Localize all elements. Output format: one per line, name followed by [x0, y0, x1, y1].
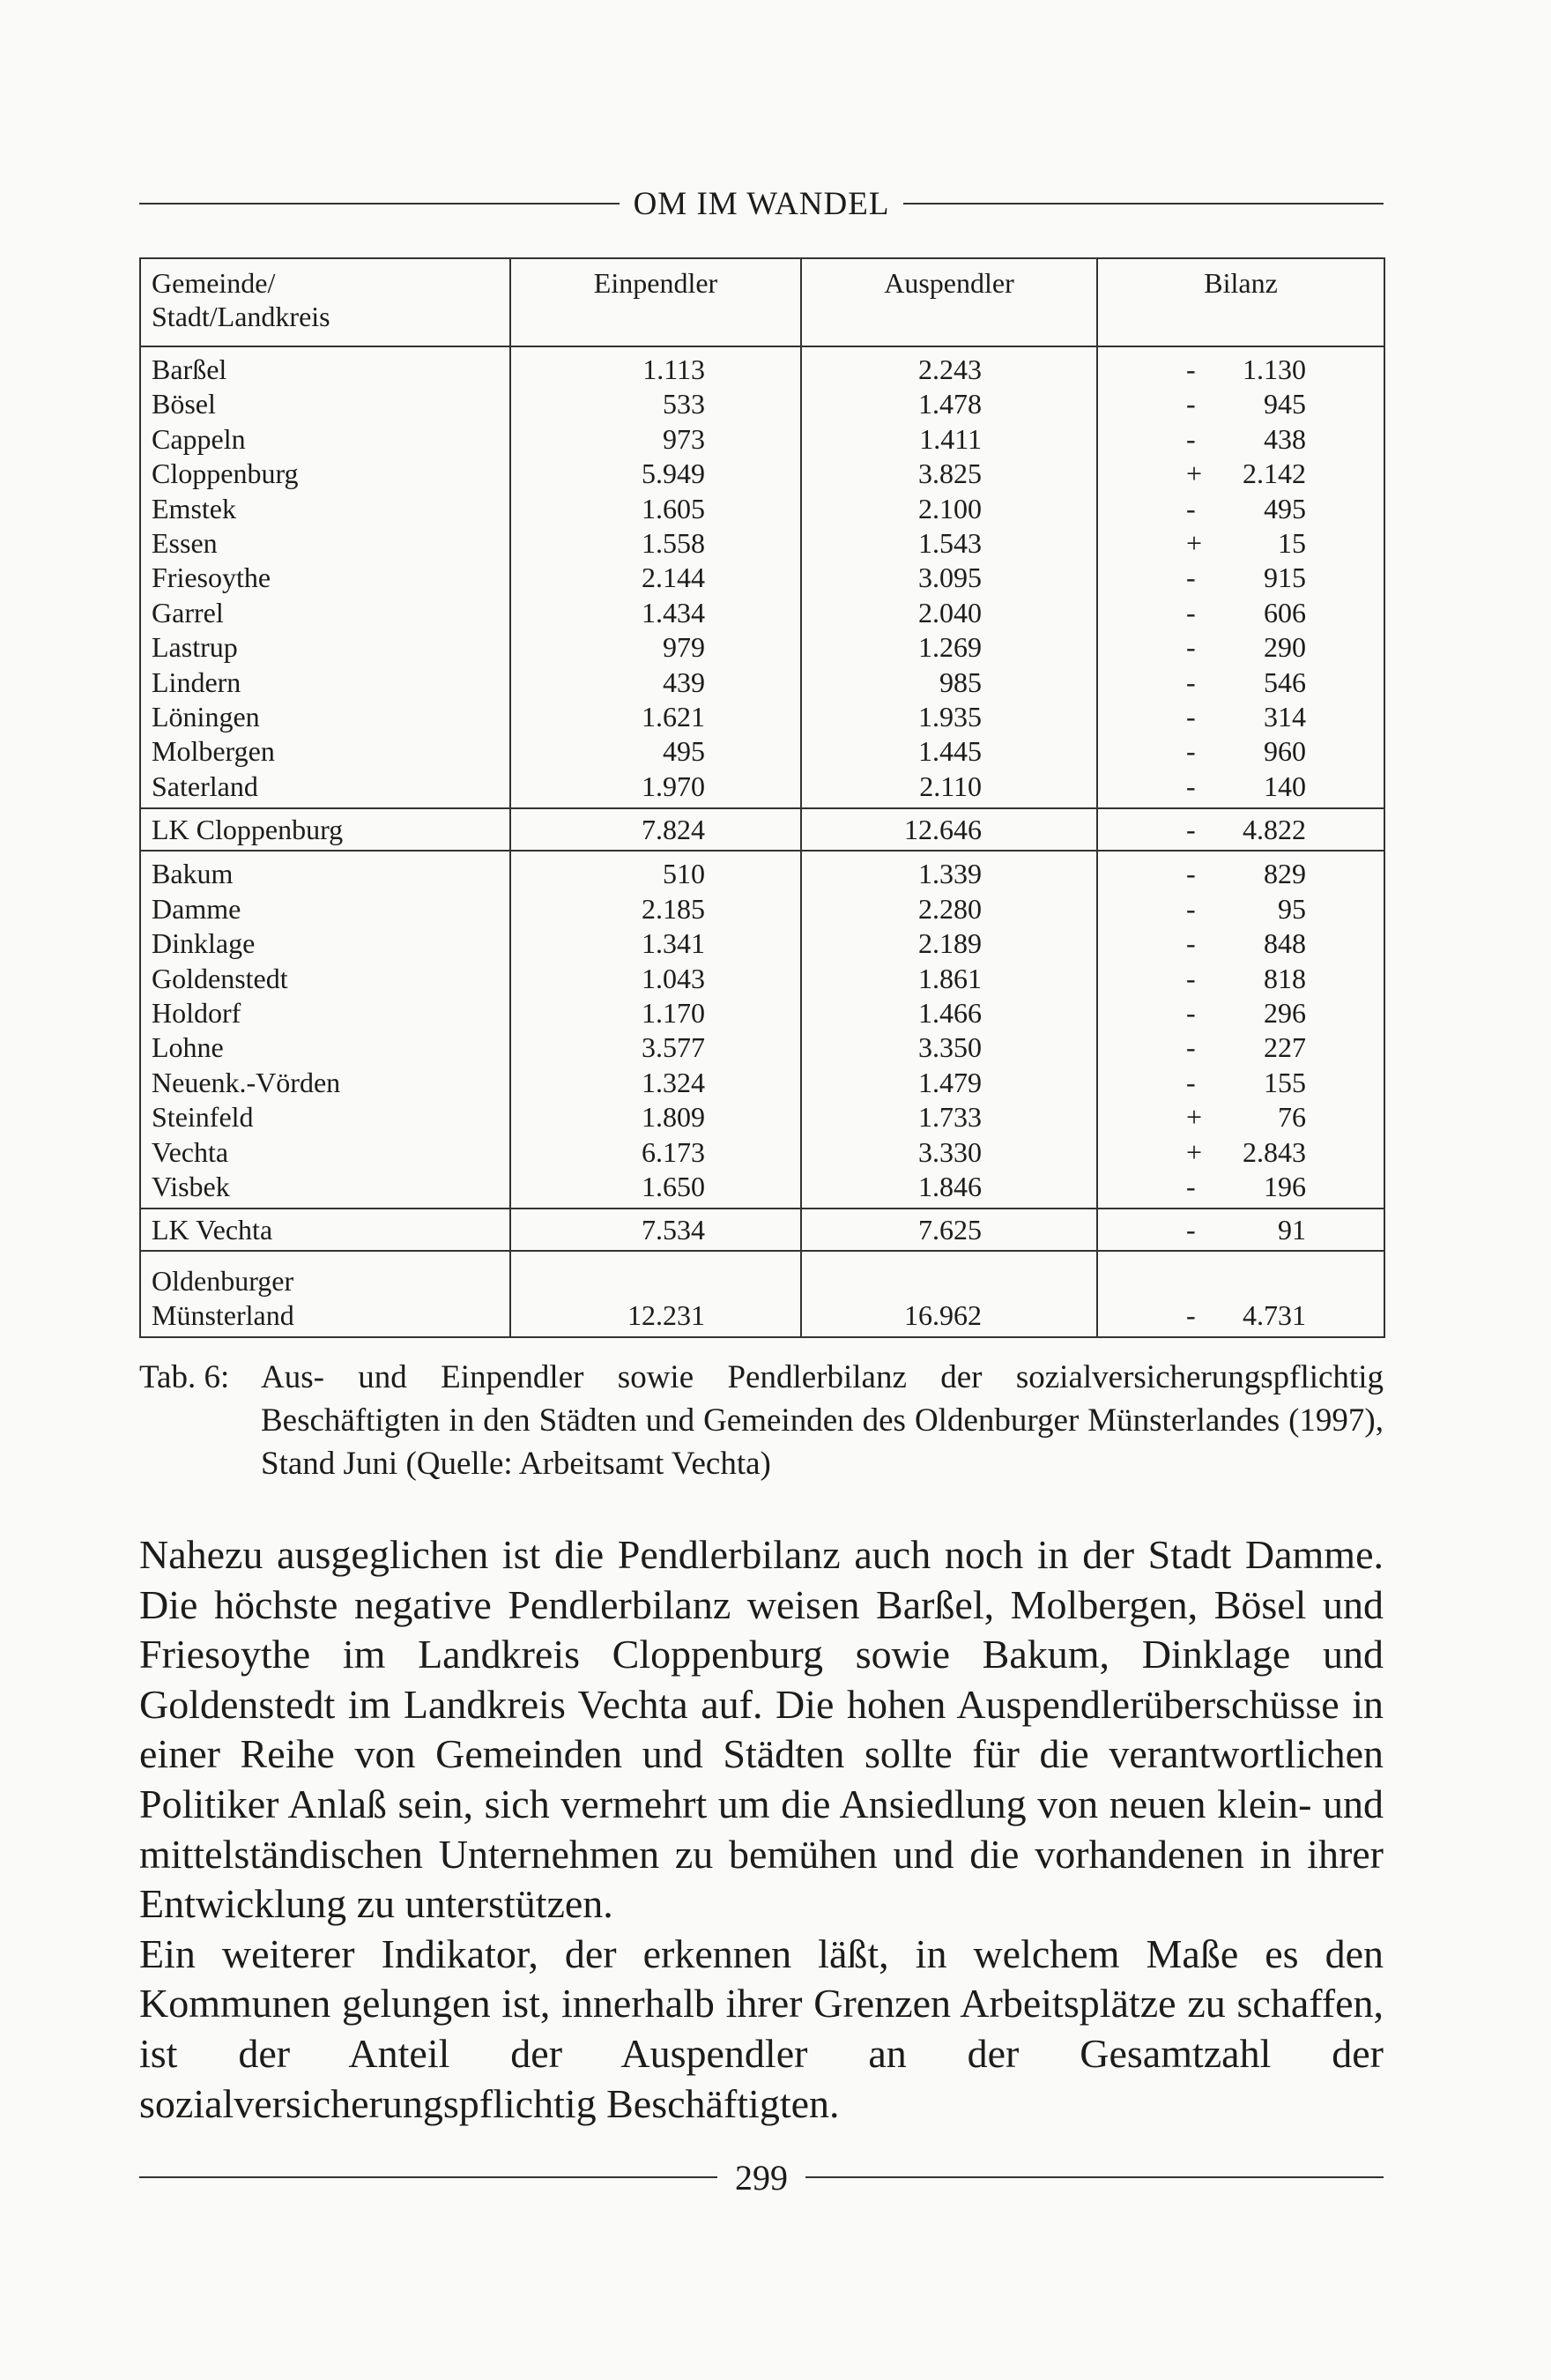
cell-name: Goldenstedt [140, 962, 510, 996]
cell-bilanz: - 196 [1097, 1170, 1384, 1209]
cell-out: 1.269 [801, 630, 1097, 665]
cell-out: 2.040 [801, 596, 1097, 630]
footer-rule-right [805, 2176, 1384, 2178]
cell-bilanz: - 438 [1097, 422, 1384, 457]
cell-bilanz: - 546 [1097, 666, 1384, 700]
running-head-title: OM IM WANDEL [633, 185, 890, 222]
cell-name: Molbergen [140, 734, 510, 769]
table-row [140, 892, 1384, 926]
header-auspendler: Auspendler [801, 258, 1097, 346]
body-text [139, 1530, 1384, 2129]
cell-bilanz: + 2.142 [1097, 457, 1384, 491]
table-row [140, 770, 1384, 808]
table-row [140, 1170, 1384, 1209]
cell-in: 439 [510, 666, 801, 700]
table-row [140, 457, 1384, 491]
cell-in: 1.113 [510, 346, 801, 387]
table-row-total: Oldenburger Münsterland 12.231 16.962 - 4.731 [140, 1251, 1384, 1337]
cell-out: 2.110 [801, 770, 1097, 808]
cell-in: 5.949 [510, 457, 801, 491]
cell-bilanz: + 15 [1097, 526, 1384, 561]
cell-name: Lastrup [140, 630, 510, 665]
cell-in: 1.650 [510, 1170, 801, 1209]
cell-bilanz: + 76 [1097, 1100, 1384, 1134]
cell-name: Bakum [140, 851, 510, 891]
cell-bilanz: - 296 [1097, 996, 1384, 1030]
cell-name: Friesoythe [140, 561, 510, 595]
cell-bilanz: - 495 [1097, 492, 1384, 526]
table-row [140, 1135, 1384, 1170]
cell-in: 1.341 [510, 926, 801, 961]
table-row [140, 666, 1384, 700]
cell-bilanz: - 1.130 [1097, 346, 1384, 387]
cell-out: 1.339 [801, 851, 1097, 891]
table-header-row [140, 258, 1384, 346]
cell-out: 1.733 [801, 1100, 1097, 1134]
cell-out: 985 [801, 666, 1097, 700]
cell-out: 1.543 [801, 526, 1097, 561]
cell-out: 3.330 [801, 1135, 1097, 1170]
cell-bilanz: - 155 [1097, 1066, 1384, 1100]
cell-out: 1.846 [801, 1170, 1097, 1209]
cell-bilanz: + 2.843 [1097, 1135, 1384, 1170]
cell-in: 510 [510, 851, 801, 891]
cell-out: 3.350 [801, 1030, 1097, 1065]
header-rule-right [903, 203, 1384, 205]
cell-name: Vechta [140, 1135, 510, 1170]
table-row [140, 1066, 1384, 1100]
cell-bilanz: - 915 [1097, 561, 1384, 595]
cell-bilanz: - 945 [1097, 387, 1384, 421]
cell-in: 973 [510, 422, 801, 457]
table-row [140, 630, 1384, 665]
caption-label: Tab. 6: [139, 1359, 230, 1395]
cell-out: 1.411 [801, 422, 1097, 457]
cell-name: Essen [140, 526, 510, 561]
cell-in: 1.170 [510, 996, 801, 1030]
table-row [140, 422, 1384, 457]
cloppenburg-sum [140, 808, 1384, 851]
table-row [140, 1030, 1384, 1065]
cell-name: Lohne [140, 1030, 510, 1065]
cell-in: 533 [510, 387, 801, 421]
cell-out: 1.479 [801, 1066, 1097, 1100]
cell-name: Bösel [140, 387, 510, 421]
table-row [140, 926, 1384, 961]
cell-out: 2.189 [801, 926, 1097, 961]
table-row [140, 492, 1384, 526]
cell-out: 2.100 [801, 492, 1097, 526]
cell-name: Visbek [140, 1170, 510, 1209]
table-row [140, 561, 1384, 595]
cell-bilanz: - 960 [1097, 734, 1384, 769]
cell-in: 3.577 [510, 1030, 801, 1065]
cell-name: Garrel [140, 596, 510, 630]
cell-name: Holdorf [140, 996, 510, 1030]
cell-in: 1.043 [510, 962, 801, 996]
table-row [140, 596, 1384, 630]
cell-name: Damme [140, 892, 510, 926]
table-row [140, 962, 1384, 996]
table-row [140, 851, 1384, 891]
cell-out: 2.243 [801, 346, 1097, 387]
cell-name: Emstek [140, 492, 510, 526]
cell-bilanz: - 314 [1097, 700, 1384, 734]
cell-bilanz: - 95 [1097, 892, 1384, 926]
cell-in: 2.185 [510, 892, 801, 926]
cell-bilanz: - 606 [1097, 596, 1384, 630]
header-bilanz: Bilanz [1097, 258, 1384, 346]
table-row [140, 526, 1384, 561]
cell-in: 1.621 [510, 700, 801, 734]
cell-in: 979 [510, 630, 801, 665]
header-einpendler: Einpendler [510, 258, 801, 346]
commuter-table [139, 257, 1385, 1338]
cell-bilanz: - 140 [1097, 770, 1384, 808]
cell-name: Saterland [140, 770, 510, 808]
cell-out: 3.095 [801, 561, 1097, 595]
table-row [140, 1100, 1384, 1134]
cell-out: 1.935 [801, 700, 1097, 734]
table-row-sum: LK Cloppenburg 7.824 12.646 - 4.822 [140, 808, 1384, 851]
cell-in: 2.144 [510, 561, 801, 595]
cell-name: Löningen [140, 700, 510, 734]
cell-in: 1.324 [510, 1066, 801, 1100]
cell-out: 1.445 [801, 734, 1097, 769]
header-rule-left [139, 203, 620, 205]
table-row [140, 387, 1384, 421]
cell-out: 3.825 [801, 457, 1097, 491]
cell-name: Steinfeld [140, 1100, 510, 1134]
cell-in: 495 [510, 734, 801, 769]
cell-name: Cloppenburg [140, 457, 510, 491]
table-row [140, 700, 1384, 734]
footer-rule-left [139, 2176, 717, 2178]
cloppenburg-group [140, 346, 1384, 808]
caption-text: Aus- und Einpendler sowie Pendlerbilanz der sozialversicherungspflichtig Beschäftigten in den Städten und Gemeinden des Oldenburger Münsterlandes (1997), Stand Juni (Quelle: Arbeitsamt Vechta) [261, 1359, 1384, 1482]
cell-name: Dinklage [140, 926, 510, 961]
paragraph: Ein weiterer Indikator, der erkennen läßt, in welchem Maße es den Kommunen gelungen ist, innerhalb ihrer Grenzen Arbeitsplätze zu schaffen, ist der Anteil der Auspendler an der Gesamtzahl der sozialversicherungspflichtig Beschäftigten. [139, 1930, 1384, 2126]
cell-name: Lindern [140, 666, 510, 700]
total-row-group [140, 1251, 1384, 1337]
vechta-group [140, 851, 1384, 1209]
cell-bilanz: - 829 [1097, 851, 1384, 891]
table-row [140, 346, 1384, 387]
cell-out: 1.478 [801, 387, 1097, 421]
cell-out: 1.466 [801, 996, 1097, 1030]
cell-in: 1.605 [510, 492, 801, 526]
table-caption [139, 1356, 1384, 1485]
page-footer [139, 2151, 1384, 2204]
cell-bilanz: - 818 [1097, 962, 1384, 996]
paragraph: Nahezu ausgeglichen ist die Pendlerbilanz auch noch in der Stadt Damme. Die höchste negative Pendlerbilanz weisen Barßel, Molbergen, Bösel und Friesoythe im Landkreis Cloppenburg sowie Bakum, Dinklage und Goldenstedt im Landkreis Vechta auf. Die hohen Auspendlerüberschüsse in einer Reihe von Gemeinden und Städten sollte für die verantwortlichen Politiker Anlaß sein, sich vermehrt um die Ansiedlung von neuen klein- und mittelständischen Unternehmen zu bemühen und die vorhandenen in ihrer Entwicklung zu unterstützen. [139, 1532, 1384, 1927]
table-row [140, 734, 1384, 769]
cell-name: Barßel [140, 346, 510, 387]
table-row-sum: LK Vechta 7.534 7.625 - 91 [140, 1209, 1384, 1251]
header-gemeinde: Gemeinde/ Stadt/Landkreis [140, 258, 510, 346]
cell-in: 6.173 [510, 1135, 801, 1170]
cell-name: Neuenk.-Vörden [140, 1066, 510, 1100]
cell-name: Cappeln [140, 422, 510, 457]
cell-out: 2.280 [801, 892, 1097, 926]
table-row [140, 996, 1384, 1030]
cell-bilanz: - 290 [1097, 630, 1384, 665]
page-number: 299 [735, 2157, 788, 2198]
cell-out: 1.861 [801, 962, 1097, 996]
vechta-sum [140, 1209, 1384, 1251]
cell-in: 1.809 [510, 1100, 801, 1134]
cell-in: 1.970 [510, 770, 801, 808]
running-head [139, 182, 1384, 226]
cell-in: 1.434 [510, 596, 801, 630]
cell-in: 1.558 [510, 526, 801, 561]
cell-bilanz: - 227 [1097, 1030, 1384, 1065]
cell-bilanz: - 848 [1097, 926, 1384, 961]
